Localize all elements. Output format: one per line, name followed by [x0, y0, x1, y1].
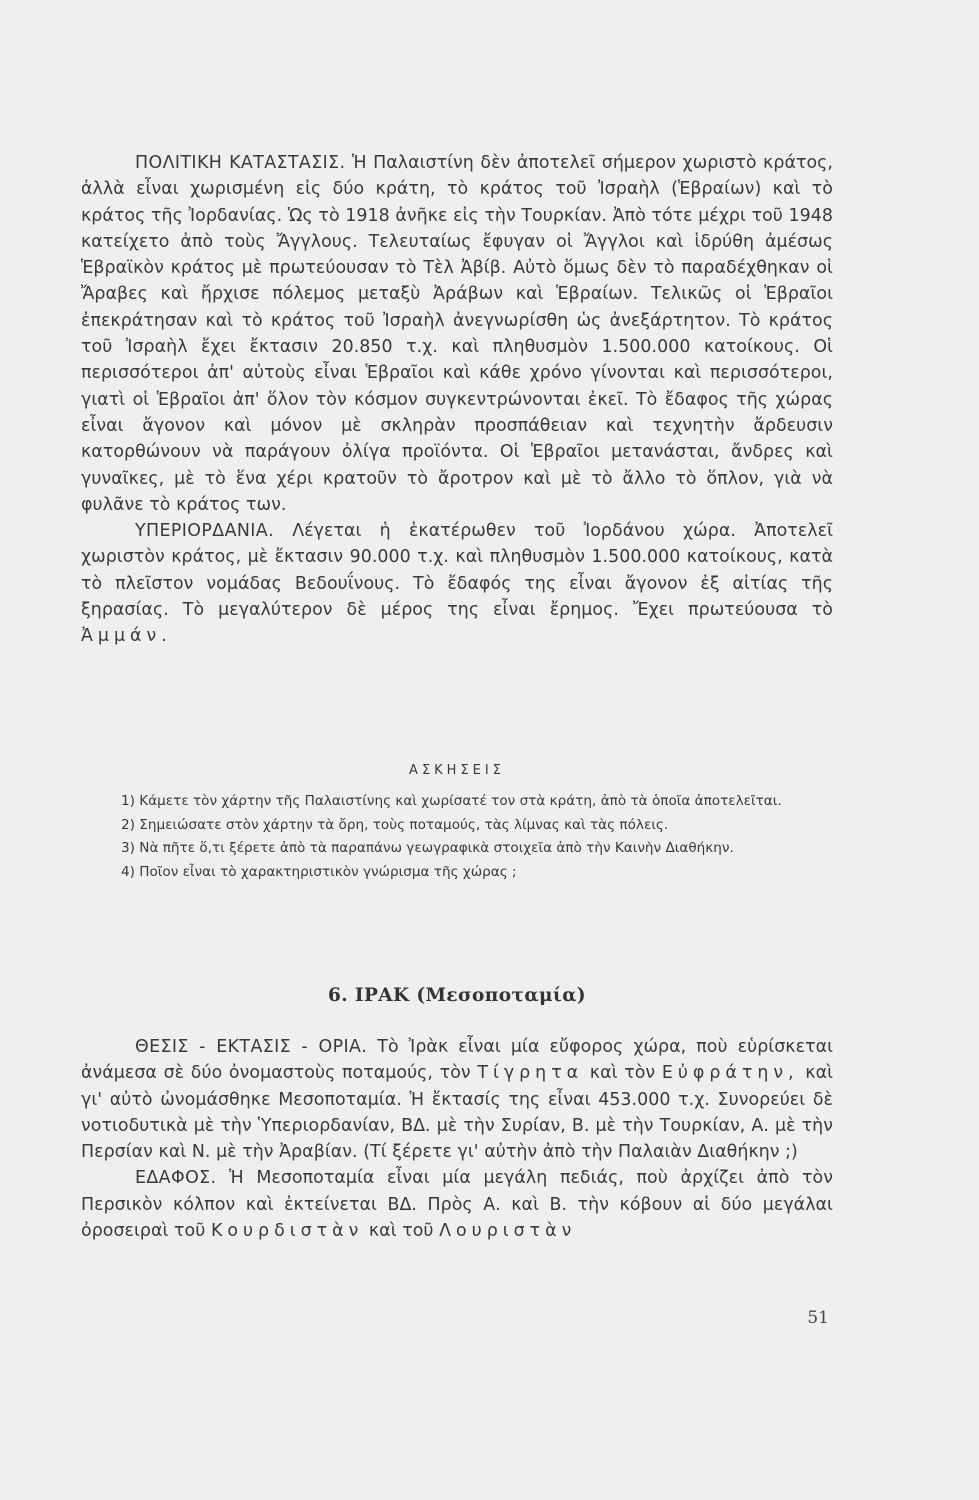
exercises-heading: ΑΣΚΗΣΕΙΣ — [409, 763, 505, 778]
text-transjordan: Λέγεται ἡ ἑκατέρωθεν τοῦ Ἰορδάνου χώρα. Ἀποτελεῖ χωριστὸν κράτος, μὲ ἔκτασιν 90.000 τ.χ. καὶ πληθυσμὸν 1.500.000 κατοίκους, κατὰ τὸ πλεῖστον νομάδας Βεδουΐνους. Τὸ ἔδαφός της εἶναι ἄγονον ἐξ αἰτίας τῆς ξηρασίας. Τὸ μεγαλύτερον δὲ μέρος της εἶναι ἔρημος. Ἔχει πρωτεύουσα τὸ — [81, 521, 833, 621]
river-tigris: Τίγρητα — [477, 1063, 584, 1084]
text-location-1: Τὸ Ἰρὰκ εἶναι μία εὔφορος χώρα, ποὺ εὑρίσκεται ἀνάμεσα σὲ δύο ὀνομαστοὺς ποταμούς, τὸν — [81, 1037, 834, 1084]
section-iraq — [81, 1034, 833, 1244]
label-terrain: ΕΔΑΦΟΣ. — [135, 1168, 217, 1189]
paragraph-location — [81, 1034, 833, 1165]
exercises-section — [81, 763, 833, 884]
text-location-3: καὶ γι' αὐτὸ ὠνομάσθηκε Μεσοποταμία. Ἡ ἔκτασίς της εἶναι 453.000 τ.χ. Συνορεύει δὲ νοτιοδυτικὰ μὲ τὴν Ὑπεριορδανίαν, ΒΔ. μὲ τὴν Συρίαν, Β. μὲ τὴν Τουρκίαν, Α. μὲ τὴν Περσίαν καὶ Ν. μὲ τὴν Ἀραβίαν. (Τί ξέρετε γι' αὐτὴν ἀπὸ τὴν Παλαιὰν Διαθήκην ;) — [81, 1063, 834, 1163]
exercise-item-4: 4) Ποῖον εἶναι τὸ χαρακτηριστικὸν γνώρισμα τῆς χώρας ; — [121, 863, 517, 880]
section-political-situation — [81, 150, 833, 650]
label-political-situation: ΠΟΛΙΤΙΚΗ ΚΑΤΑΣΤΑΣΙΣ. — [135, 153, 346, 173]
text-terrain-2: καὶ τοῦ — [368, 1221, 434, 1242]
paragraph-terrain — [81, 1165, 833, 1244]
exercise-item-1: 1) Κάμετε τὸν χάρτην τῆς Παλαιστίνης καὶ χωρίσατέ τον στὰ κράτη, ἀπὸ τὰ ὁποῖα ἀποτελεῖται. — [121, 793, 782, 809]
exercise-item-3: 3) Νὰ πῆτε ὅ,τι ξέρετε ἀπὸ τὰ παραπάνω γεωγραφικὰ στοιχεῖα ἀπὸ τὴν Καινὴν Διαθήκην. — [121, 840, 734, 856]
mountains-luristan: Λουριστὰν — [439, 1221, 577, 1242]
exercise-item-2: 2) Σημειώσατε στὸν χάρτην τὰ ὄρη, τοὺς ποταμούς, τὰς λίμνας καὶ τὰς πόλεις. — [121, 816, 669, 833]
paragraph-political-situation — [81, 150, 833, 518]
text-political-situation: Ἡ Παλαιστίνη δὲν ἀποτελεῖ σήμερον χωριστὸ κράτος, ἀλλὰ εἶναι χωρισμένη εἰς δύο κράτη, τὸ κράτος τοῦ Ἰσραὴλ (Ἑβραίων) καὶ τὸ κράτος τῆς Ἰορδανίας. Ὡς τὸ 1918 ἀνῆκε εἰς τὴν Τουρκίαν. Ἀπὸ τότε μέχρι τοῦ 1948 κατείχετο ἀπὸ τοὺς Ἄγγλους. Τελευταίως ἔφυγαν οἱ Ἄγγλοι καὶ ἱδρύθη ἀμέσως Ἑβραϊκὸν κράτος μὲ πρωτεύουσαν τὸ Τὲλ Ἀβίβ. Αὐτὸ ὅμως δὲν τὸ παραδέχθηκαν οἱ Ἄραβες καὶ ἤρχισε πόλεμος μεταξὺ Ἀράβων καὶ Ἑβραίων. Τελικῶς οἱ Ἑβραῖοι ἐπεκράτησαν καὶ τὸ κράτος τοῦ Ἰσραὴλ ἀνεγνωρίσθη ὡς ἀνεξάρτητον. Τὸ κράτος τοῦ Ἰσραὴλ ἔχει ἔκτασιν 20.850 τ.χ. καὶ πληθυσμὸν 1.500.000 κατοίκους. Οἱ περισσότεροι ἀπ' αὐτοὺς εἶναι Ἑβραῖοι καὶ κάθε χρόνο γίνονται καὶ περισσότεροι, γιατὶ οἱ Ἑβραῖοι ἀπ' ὅλον τὸν κόσμον συγκεντρώνονται ἐκεῖ. Τὸ ἔδαφος τῆς χώρας εἶναι ἄγονον καὶ μόνον μὲ σκληρὰν προσπάθειαν καὶ τεχνητὴν ἄρδευσιν κατορθώνουν νὰ παράγουν ὀλίγα προϊόντα. Οἱ Ἑβραῖοι μετανάσται, ἄνδρες καὶ γυναῖκες, μὲ τὸ ἕνα χέρι κρατοῦν τὸ ἄροτρον καὶ μὲ τὸ ἄλλο τὸ ὅπλον, γιὰ νὰ φυλᾶνε τὸ κράτος των. — [81, 153, 833, 515]
capital-amman: Ἀμμάν. — [81, 626, 172, 647]
chapter-heading-block — [81, 985, 833, 1006]
page-number: 51 — [807, 1308, 829, 1328]
chapter-heading: 6. ΙΡΑΚ (Μεσοποταμία) — [327, 985, 587, 1006]
paragraph-transjordan — [81, 518, 833, 649]
text-terrain-1: Ἡ Μεσοποταμία εἶναι μία μεγάλη πεδιάς, ποὺ ἀρχίζει ἀπὸ τὸν Περσικὸν κόλπον καὶ ἐκτείνεται ΒΔ. Πρὸς Α. καὶ Β. τὴν κόβουν αἱ δύο μεγάλαι ὀροσειραὶ τοῦ — [81, 1168, 833, 1242]
label-location: ΘΕΣΙΣ - ΕΚΤΑΣΙΣ - ΟΡΙΑ. — [135, 1037, 368, 1057]
mountains-kurdistan: Κουρδιστὰν — [210, 1221, 364, 1242]
river-euphrates: Εὐφράτην, — [661, 1063, 799, 1084]
label-transjordan: ΥΠΕΡΙΟΡΔΑΝΙΑ. — [135, 521, 275, 542]
text-location-2: καὶ τὸν — [589, 1063, 656, 1084]
